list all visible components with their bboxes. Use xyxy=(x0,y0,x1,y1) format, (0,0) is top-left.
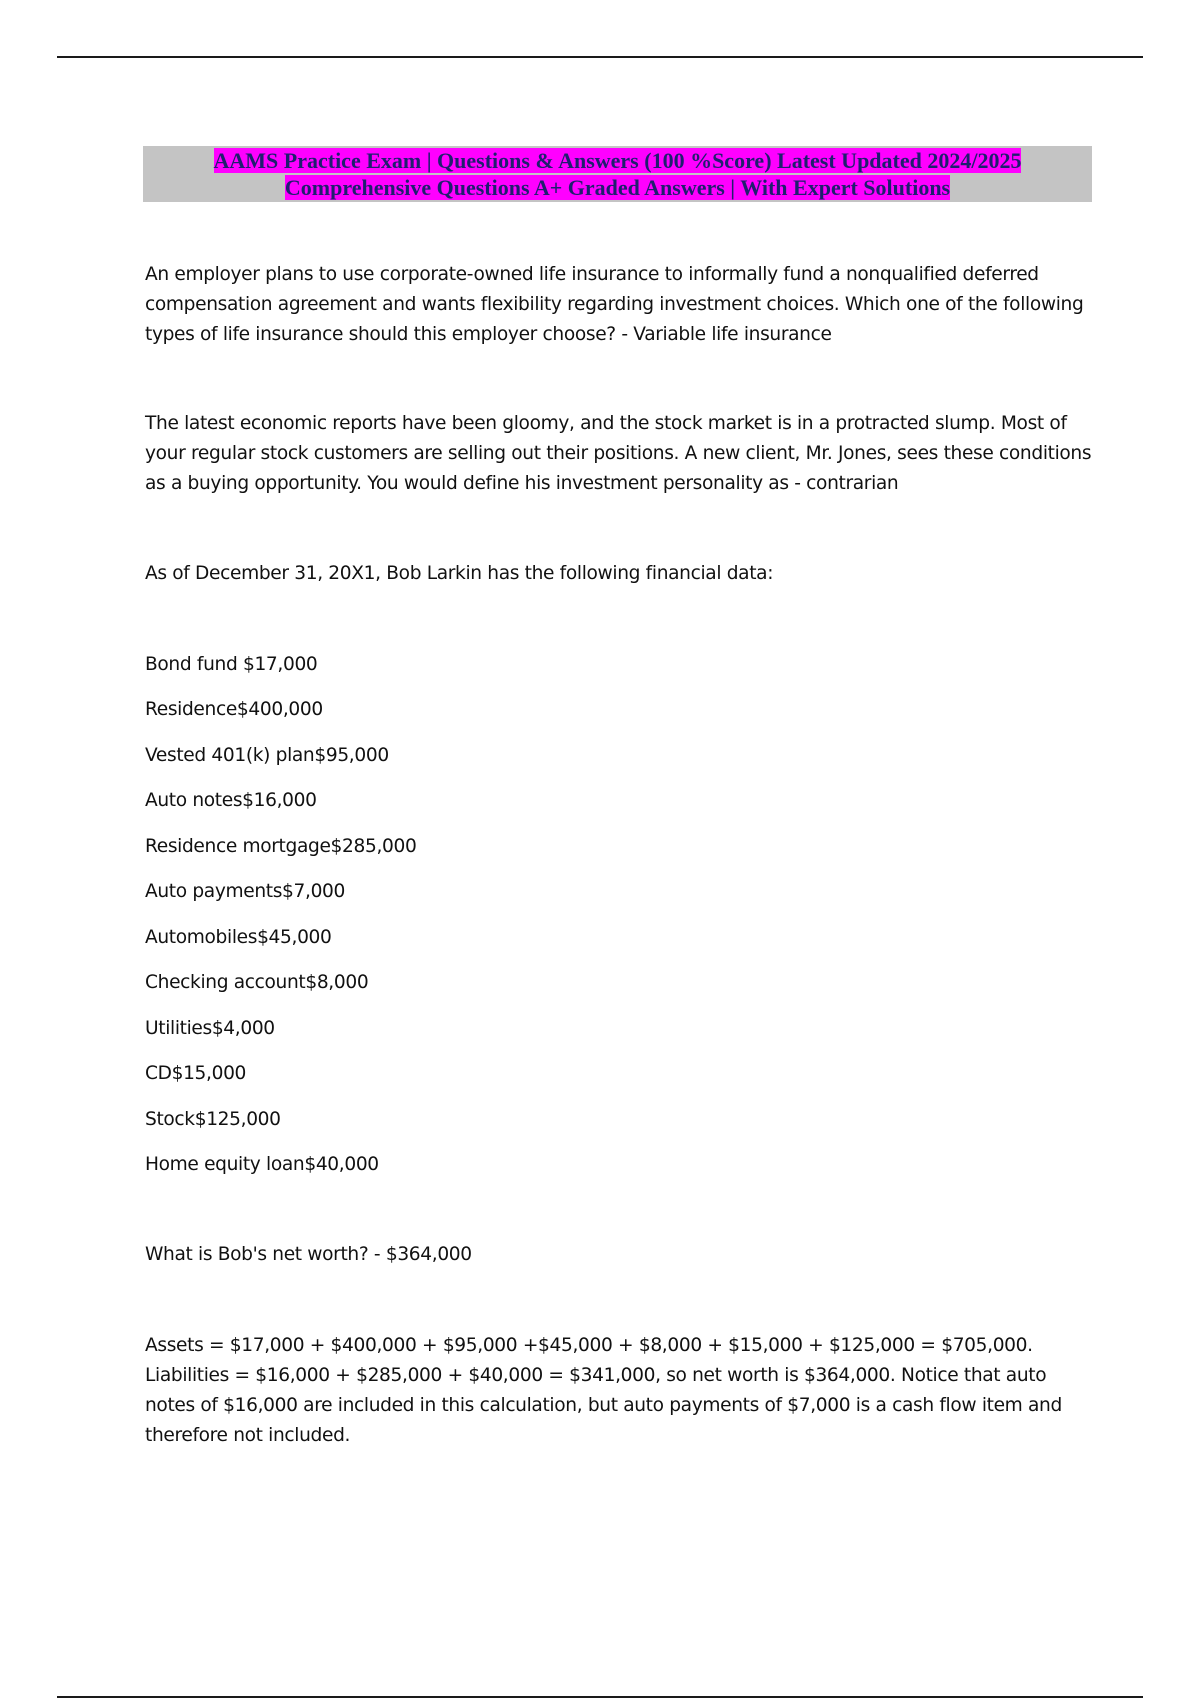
footer-rule xyxy=(57,1696,1143,1698)
financial-item: Residence$400,000 xyxy=(145,699,323,720)
financial-item: Home equity loan$40,000 xyxy=(145,1154,379,1175)
financial-item: Automobiles$45,000 xyxy=(145,927,332,948)
question-1: An employer plans to use corporate-owned life insurance to informally fund a nonqualified deferred compensation agreement and wants flexibility regarding investment choices. Which one of the following types of life insurance should this employer choose? - Variable life insurance xyxy=(145,264,1084,345)
title-line-2: Comprehensive Questions A+ Graded Answers | With Expert Solutions xyxy=(284,175,951,200)
financial-item: Utilities$4,000 xyxy=(145,1018,275,1039)
financial-item: Vested 401(k) plan$95,000 xyxy=(145,745,389,766)
question-2: The latest economic reports have been gloomy, and the stock market is in a protracted slump. Most of your regular stock customers are selling out their positions. A new client, Mr. Jones, sees these conditions as a buying opportunity. You would define his investment personality as - contrarian xyxy=(145,413,1092,494)
financial-item: Auto notes$16,000 xyxy=(145,790,317,811)
financial-item: Bond fund $17,000 xyxy=(145,654,318,675)
question-3-explanation: Assets = $17,000 + $400,000 + $95,000 +$45,000 + $8,000 + $15,000 + $125,000 = $705,000. Liabilities = $16,000 + $285,000 + $40,000 = $341,000, so net worth is $364,000. Notice that auto notes of $16,000 are included in this calculation, but auto payments of $7,000 is a cash flow item and therefore not included. xyxy=(145,1335,1062,1446)
title-line-1: AAMS Practice Exam | Questions & Answers (100 %Score) Latest Updated 2024/2025 xyxy=(213,148,1022,173)
financial-item: Checking account$8,000 xyxy=(145,972,369,993)
financial-item: CD$15,000 xyxy=(145,1063,247,1084)
financial-item: Stock$125,000 xyxy=(145,1109,281,1130)
document-title xyxy=(143,146,1092,202)
header-rule xyxy=(57,56,1143,58)
question-3-net-worth: What is Bob's net worth? - $364,000 xyxy=(145,1244,472,1265)
financial-item: Auto payments$7,000 xyxy=(145,881,346,902)
question-3-intro: As of December 31, 20X1, Bob Larkin has the following financial data: xyxy=(145,563,774,584)
financial-item: Residence mortgage$285,000 xyxy=(145,836,417,857)
